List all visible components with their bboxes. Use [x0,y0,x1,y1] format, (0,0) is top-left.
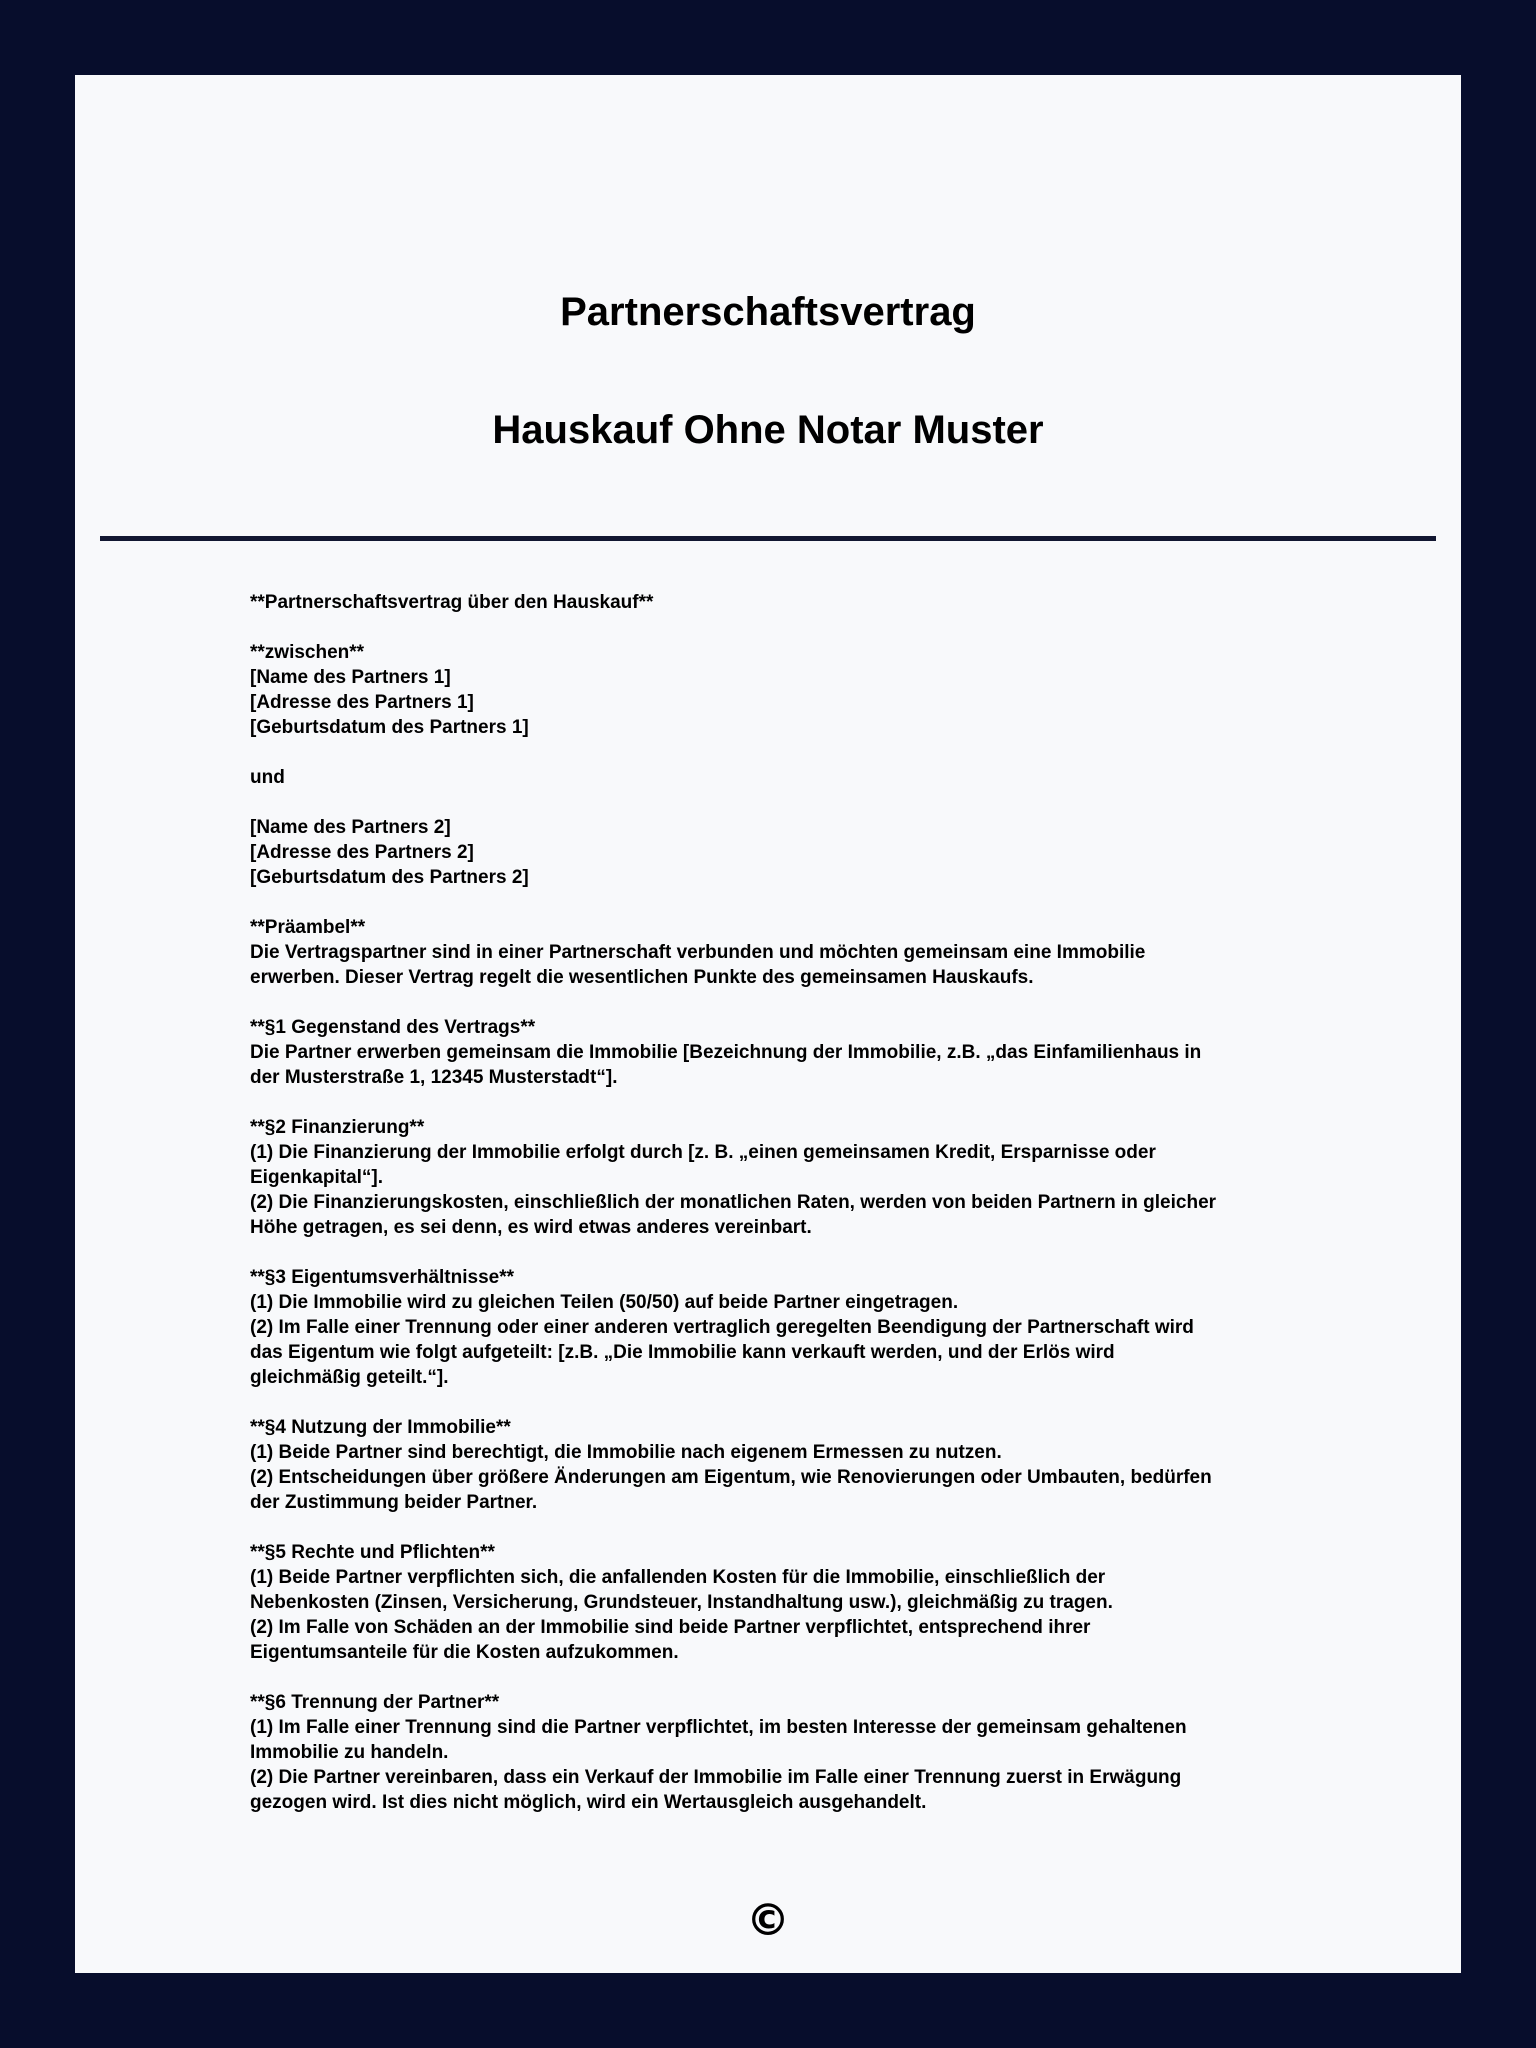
contract-section [250,1115,1360,1240]
text-line: [Geburtsdatum des Partners 2] [250,867,529,888]
text-line: Eigentumsanteile für die Kosten aufzukommen. [250,1642,679,1663]
text-line: [Name des Partners 2] [250,817,451,838]
text-line: (2) Entscheidungen über größere Änderungen am Eigentum, wie Renovierungen oder Umbauten, bedürfen [250,1467,1212,1488]
text-line: (1) Im Falle einer Trennung sind die Partner verpflichtet, im besten Interesse der gemeinsam gehaltenen [250,1717,1187,1738]
text-line: Die Vertragspartner sind in einer Partnerschaft verbunden und möchten gemeinsam eine Immobilie [250,942,1146,963]
text-line: [Geburtsdatum des Partners 1] [250,717,529,738]
text-line: Die Partner erwerben gemeinsam die Immobilie [Bezeichnung der Immobilie, z.B. „das Einfamilienhaus in [250,1042,1202,1063]
text-line: das Eigentum wie folgt aufgeteilt: [z.B. „Die Immobilie kann verkauft werden, und der Erlös wird [250,1342,1115,1363]
text-line: (1) Beide Partner sind berechtigt, die Immobilie nach eigenem Ermessen zu nutzen. [250,1442,1002,1463]
text-line: (2) Die Partner vereinbaren, dass ein Verkauf der Immobilie im Falle einer Trennung zuerst in Erwägung [250,1767,1182,1788]
contract-section [250,815,1360,890]
document-sheet [75,75,1461,1973]
text-line: Nebenkosten (Zinsen, Versicherung, Grundsteuer, Instandhaltung usw.), gleichmäßig zu tragen. [250,1592,1113,1613]
text-line: **§3 Eigentumsverhältnisse** [250,1267,515,1288]
text-line: Eigenkapital“]. [250,1167,384,1188]
text-line: [Adresse des Partners 2] [250,842,474,863]
contract-section [250,640,1360,740]
text-line: **§5 Rechte und Pflichten** [250,1542,495,1563]
text-line: gleichmäßig geteilt.“]. [250,1367,449,1388]
contract-section [250,765,1360,790]
text-line: [Adresse des Partners 1] [250,692,474,713]
text-line: der Zustimmung beider Partner. [250,1492,538,1513]
contract-section [250,1265,1360,1390]
contract-section [250,1690,1360,1815]
text-line: **§1 Gegenstand des Vertrags** [250,1017,536,1038]
text-line: (1) Die Immobilie wird zu gleichen Teilen (50/50) auf beide Partner eingetragen. [250,1292,959,1313]
text-line: Immobilie zu handeln. [250,1742,449,1763]
title-line-1: Partnerschaftsvertrag [560,290,976,334]
text-line: **zwischen** [250,642,365,663]
text-line: gezogen wird. Ist dies nicht möglich, wird ein Wertausgleich ausgehandelt. [250,1792,927,1813]
text-line: **Präambel** [250,917,366,938]
text-line: **Partnerschaftsvertrag über den Hauskauf** [250,592,654,613]
contract-section [250,1015,1360,1090]
text-line: erwerben. Dieser Vertrag regelt die wesentlichen Punkte des gemeinsamen Hauskaufs. [250,967,1034,988]
contract-section [250,915,1360,990]
text-line: (2) Im Falle von Schäden an der Immobilie sind beide Partner verpflichtet, entsprechend ihrer [250,1617,1091,1638]
text-line: [Name des Partners 1] [250,667,451,688]
contract-body [250,590,1360,1840]
text-line: (1) Beide Partner verpflichten sich, die anfallenden Kosten für die Immobilie, einschließlich der [250,1567,1106,1588]
contract-section [250,1540,1360,1665]
text-line: der Musterstraße 1, 12345 Musterstadt“]. [250,1067,618,1088]
text-line: (1) Die Finanzierung der Immobilie erfolgt durch [z. B. „einen gemeinsamen Kredit, Ersparnisse oder [250,1142,1156,1163]
text-line: **§4 Nutzung der Immobilie** [250,1417,511,1438]
text-line: Höhe getragen, es sei denn, es wird etwas anderes vereinbart. [250,1217,812,1238]
text-line: und [250,767,285,788]
document-title [75,253,1461,489]
text-line: (2) Die Finanzierungskosten, einschließlich der monatlichen Raten, werden von beiden Partnern in gleicher [250,1192,1217,1213]
title-line-2: Hauskauf Ohne Notar Muster [492,408,1044,452]
text-line: **§2 Finanzierung** [250,1117,425,1138]
copyright-symbol: © [746,1895,790,1946]
text-line: (2) Im Falle einer Trennung oder einer anderen vertraglich geregelten Beendigung der Partnerschaft wird [250,1317,1194,1338]
contract-section [250,1415,1360,1515]
title-divider [100,536,1436,541]
text-line: **§6 Trennung der Partner** [250,1692,500,1713]
contract-section [250,590,1360,615]
